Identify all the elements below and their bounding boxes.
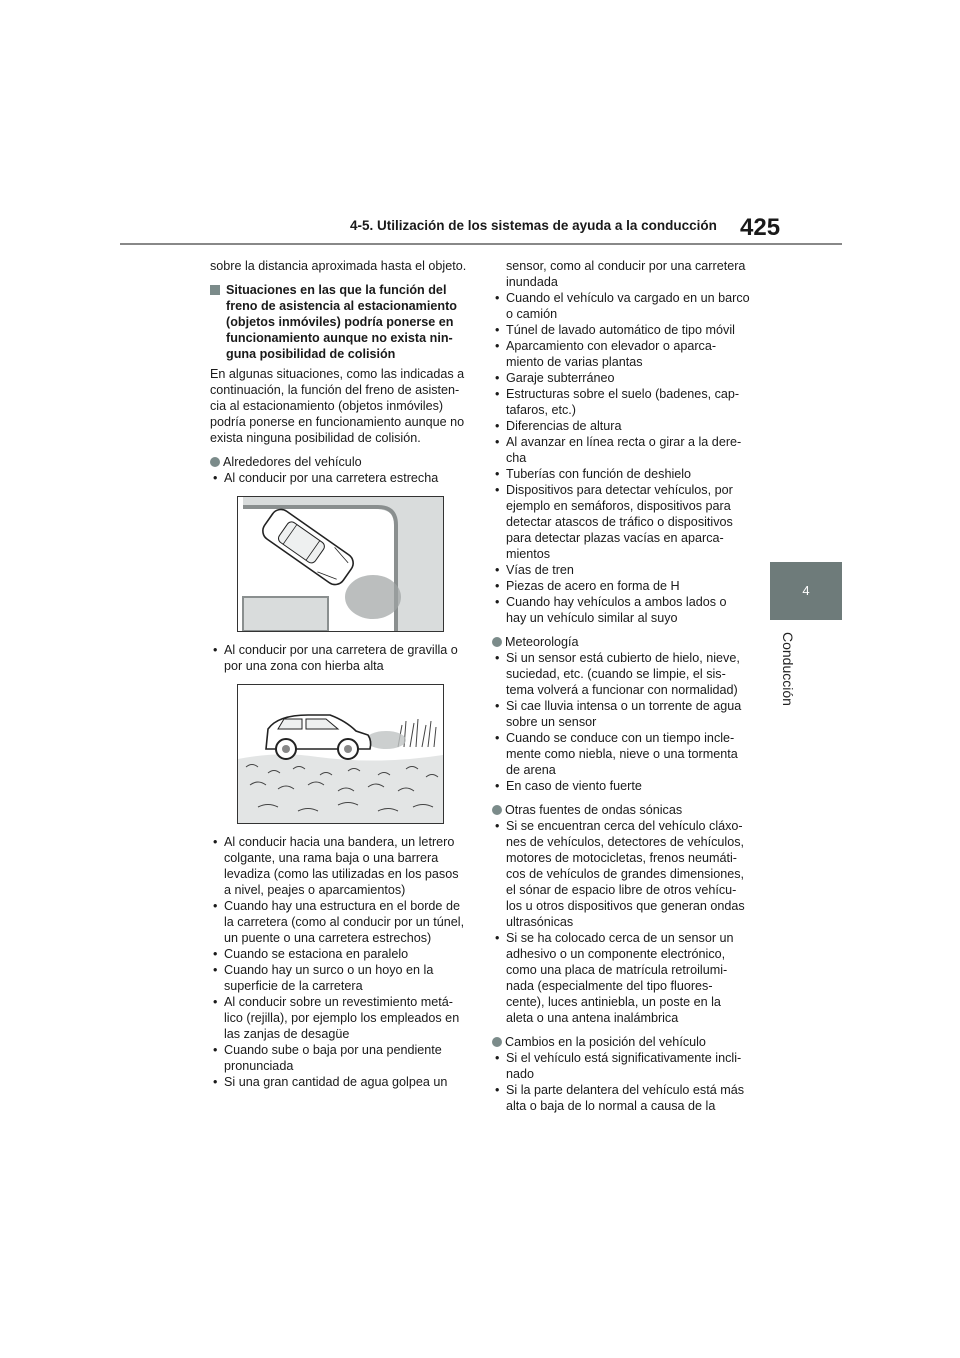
list-item: • Si una gran cantidad de agua golpea un: [210, 1074, 468, 1090]
list-item: • Si el vehículo está significativamente incli-nado: [492, 1050, 750, 1082]
gravel-road-illustration: [237, 684, 444, 824]
list-item: • Garaje subterráneo: [492, 370, 750, 386]
page-number: 425: [740, 214, 781, 241]
list-item: • Vías de tren: [492, 562, 750, 578]
list-item: • Dispositivos para detectar vehículos, por ejemplo en semáforos, dispositivos para detectar atascos de tráfico o dispositivos para detectar plazas vacías en aparca-mientos: [492, 482, 750, 562]
group-title-weather: Meteorología: [492, 634, 750, 650]
list-item: • Diferencias de altura: [492, 418, 750, 434]
bullet-list-4: [492, 1050, 750, 1114]
list-item: • Estructuras sobre el suelo (badenes, cap-tafaros, etc.): [492, 386, 750, 418]
list-item: • Cuando se conduce con un tiempo incle-mente como niebla, nieve o una tormenta de arena: [492, 730, 750, 778]
right-column: [492, 258, 750, 1114]
list-item: • Cuando sube o baja por una pendiente pronunciada: [210, 1042, 468, 1074]
bullet-list-1: [492, 290, 750, 626]
list-item: • Si se ha colocado cerca de un sensor un adhesivo o un componente electrónico, como una placa de matrícula retroilumi-nada (especialmente del tipo fluores-cente), luces antiniebla, un poste en la aleta o una antena inalámbrica: [492, 930, 750, 1026]
intro-text: sobre la distancia aproximada hasta el objeto.: [210, 259, 467, 273]
section-title: 4-5. Utilización de los sistemas de ayuda a la conducción: [350, 218, 717, 233]
list-item: • Cuando hay vehículos a ambos lados o hay un vehículo similar al suyo: [492, 594, 750, 626]
list-item: • Tuberías con función de deshielo: [492, 466, 750, 482]
list-item: • Piezas de acero en forma de H: [492, 578, 750, 594]
chapter-tab: 4: [770, 562, 842, 620]
left-column: [210, 258, 468, 1090]
list-item: • Al conducir hacia una bandera, un letrero colgante, una rama baja o una barrera levadiza (como las utilizadas en los pasos a nivel, peajes o aparcamientos): [210, 834, 468, 898]
list-item: • Al avanzar en línea recta o girar a la dere-cha: [492, 434, 750, 466]
list-item: • Cuando hay un surco o un hoyo en la superficie de la carretera: [210, 962, 468, 994]
list-item: • En caso de viento fuerte: [492, 778, 750, 794]
list-item: • Aparcamiento con elevador o aparca-miento de varias plantas: [492, 338, 750, 370]
list-item: • Si la parte delantera del vehículo está más alta o baja de lo normal a causa de la: [492, 1082, 750, 1114]
section-heading: Situaciones en las que la función del freno de asistencia al estacionamiento (objetos inmóviles) podría ponerse en funcionamiento aunque no exista nin-guna posibilidad de colisión: [210, 282, 468, 362]
narrow-road-illustration: [237, 496, 444, 632]
bullet-list-left: [210, 834, 468, 1090]
bullet-list-3: [492, 818, 750, 1026]
list-item: • Al conducir por una carretera de gravilla o por una zona con hierba alta: [210, 642, 468, 674]
list-item: • Túnel de lavado automático de tipo móvil: [492, 322, 750, 338]
list-item: • Si un sensor está cubierto de hielo, nieve, suciedad, etc. (cuando se limpie, el sis-tema volverá a funcionar con normalidad): [492, 650, 750, 698]
list-item: • Si se encuentran cerca del vehículo cláxo-nes de vehículos, detectores de vehículos, motores de motocicletas, frenos neumáti-cos de vehículos de grandes dimensiones, el sónar de espacio libre de otros vehícu-los u otros dispositivos que generan ondas ultrasónicas: [492, 818, 750, 930]
list-item: • Al conducir por una carretera estrecha: [210, 470, 468, 486]
group-title-sonic-sources: Otras fuentes de ondas sónicas: [492, 802, 750, 818]
list-item: • Al conducir sobre un revestimiento metá-lico (rejilla), por ejemplo los empleados en las zanjas de desagüe: [210, 994, 468, 1042]
bullet-list-2: [492, 650, 750, 794]
group-title-vehicle-position: Cambios en la posición del vehículo: [492, 1034, 750, 1050]
group-title-surroundings: Alrededores del vehículo: [210, 454, 468, 470]
list-item: • Cuando el vehículo va cargado en un barco o camión: [492, 290, 750, 322]
continuation-text: sensor, como al conducir por una carretera inundada: [506, 259, 746, 289]
list-item: • Si cae lluvia intensa o un torrente de agua sobre un sensor: [492, 698, 750, 730]
section-paragraph: En algunas situaciones, como las indicadas a continuación, la función del freno de asisten-cia al estacionamiento (objetos inmóviles) podría ponerse en funcionamiento aunque no exista ninguna posibilidad de colisión.: [210, 367, 465, 445]
list-item: • Cuando se estaciona en paralelo: [210, 946, 468, 962]
list-item: • Cuando hay una estructura en el borde de la carretera (como al conducir por un túnel, un puente o una carretera estrechos): [210, 898, 468, 946]
header-divider: [120, 243, 842, 245]
chapter-label: Conducción: [780, 632, 796, 706]
